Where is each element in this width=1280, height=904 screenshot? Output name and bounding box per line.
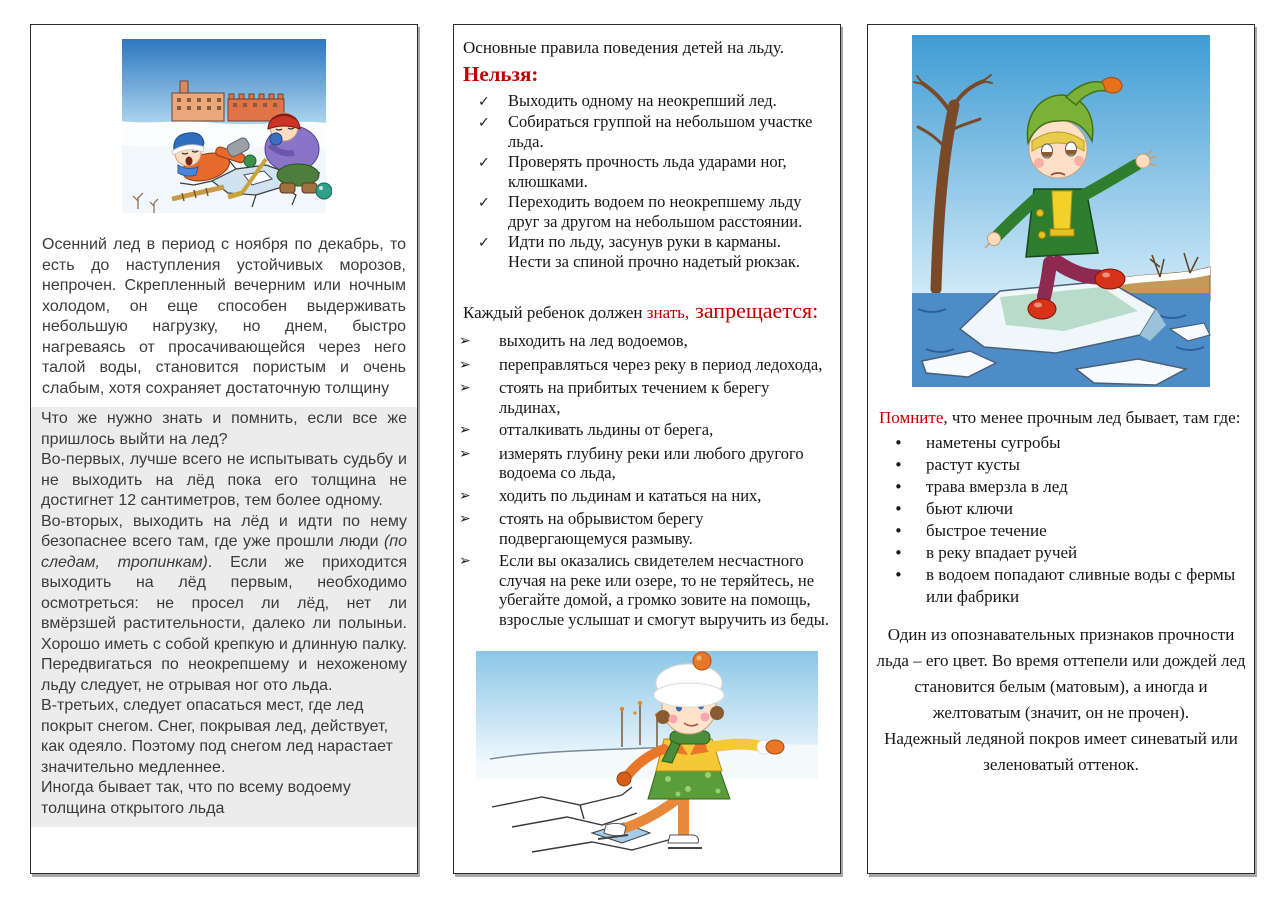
remember-word: Помните [879,408,944,427]
list-item: ✓ Идти по льду, засунув руки в карманы. Нести за спиной прочно надетый рюкзак. [478,232,801,271]
safe-ice-paragraph: Надежный ледяной покров имеет синеватый или зеленоватый оттенок. [884,729,1238,774]
weak-ice-list [868,432,1254,608]
list-item: • в водоем попадают сливные воды с фермы или фабрики [894,565,1236,606]
italic-note: (по следам, тропинкам) [41,533,407,571]
check-icon: ✓ [478,94,490,110]
list-item: ➢ Если вы оказались свидетелем несчастного случая на реке или озере, то не теряйтесь, не убегайте домой, а громко зовите на помощь, взрослые услышат и смогут выручить из беды. [459,551,829,629]
illustration-girl-skating [472,647,822,873]
third-rule-paragraph: В-третьих, следует опасаться мест, где лед покрыт снегом. Снег, покрывая лед, действует, как одеяло. Поэтому под снегом лед нарастает значительно медленнее. [41,697,393,776]
forbidden-word: запрещается: [695,298,819,323]
know-word: знать, [646,303,690,322]
check-icon: ✓ [478,195,490,211]
list-item: • растут кусты [894,455,1020,474]
arrow-icon: ➢ [459,333,471,349]
intro-paragraph: Осенний лед в период с ноября по декабрь, то есть до наступления устойчивых морозов, непрочен. Скрепленный вечерним или ночным холодом, он еще способен выдерживать небольшую нагрузку, но днем, быстро нагреваясь от просачивающейся через него талой воды, становится пористым и очень слабым, хотя сохраняет достаточную толщину [42,236,406,397]
arrow-icon: ➢ [459,487,471,504]
list-item: • наметены сугробы [894,433,1061,452]
arrow-icon: ➢ [459,511,471,527]
list-item: ➢ стоять на обрывистом берегу подвергающемуся размыву. [459,509,704,548]
list-item: • трава вмерзла в лед [894,477,1068,496]
check-icon: ✓ [478,155,490,171]
list-item: ➢ переправляться через реку в период ледохода, [459,354,823,374]
arrow-icon: ➢ [459,445,471,462]
arrow-icon: ➢ [459,380,471,396]
bullet-icon: • [894,566,903,584]
know-heading: Каждый ребенок должен знать, запрещается: [463,298,819,323]
list-item: ✓ Переходить водоем по неокрепшему льду друг за другом на небольшом расстоянии. [478,192,803,231]
list-item: ✓ Выходить одному на неокрепший лед. [478,91,777,110]
highlighted-advice-block [31,407,417,827]
bullet-icon: • [894,544,903,562]
panel-right [867,24,1255,874]
bullet-icon: • [894,478,903,496]
closing-paragraph: Иногда бывает так, что по всему водоему толщина открытого льда [41,779,351,817]
forbidden-heading: Нельзя: [463,62,539,86]
forbidden-list [454,91,840,272]
prohibited-list [454,331,840,629]
illustration-boy-on-ice-floe [908,31,1214,391]
arrow-icon: ➢ [459,422,471,438]
list-item: • в реку впадает ручей [894,543,1078,562]
list-item: • бьют ключи [894,499,1014,518]
check-icon: ✓ [478,115,490,131]
first-rule-paragraph: Во-первых, лучше всего не испытывать судьбу и не выходить на лёд пока его толщина не достигнет 12 сантиметров, тем более одному. [41,451,407,509]
list-item: ➢ выходить на лед водоемов, [459,331,688,350]
ice-color-paragraph: Один из опознавательных признаков прочности льда – его цвет. Во время оттепели или дождей лед становится белым (матовым), а иногда и желтоватым (значит, он не прочен). [876,625,1246,722]
bullet-icon: • [894,434,903,452]
list-item: ✓ Собираться группой на небольшом участке льда. [478,112,813,151]
list-item: ✓ Проверять прочность льда ударами ног, клюшками. [478,152,787,191]
remember-heading: Помните, что менее прочным лед бывает, там где: [879,408,1241,427]
panel-left [30,24,418,874]
girl-skating-illustration [472,647,822,873]
check-icon: ✓ [478,235,490,251]
question-paragraph: Что же нужно знать и помнить, если все же пришлось выйти на лед? [41,410,407,448]
arrow-icon: ➢ [459,356,471,373]
second-rule-paragraph: Во-вторых, выходить на лёд и идти по нему безопаснее всего там, где уже прошли люди (по следам, тропинкам). Если же приходится выходить на лёд первым, необходимо осмотреться: не просел ли лёд, нет ли вмёрзшей растительности, далеко ли полыньи. Хорошо иметь с собой крепкую и длинную палку. Передвигаться по неокрепшему и нехоженому льду следует, не отрывая ног ото льда. [41,512,407,694]
panel-middle [453,24,841,874]
bullet-icon: • [894,456,903,474]
boy-on-floe-illustration [908,31,1214,391]
list-item: • быстрое течение [894,521,1047,540]
illustration-children-fallen-through-ice [116,33,332,219]
list-item: ➢ измерять глубину реки или любого другого водоема со льда, [459,443,804,482]
bullet-icon: • [894,522,903,540]
list-item: ➢ отталкивать льдины от берега, [459,420,714,439]
arrow-icon: ➢ [459,553,471,569]
children-on-ice-illustration [116,33,332,219]
rules-title: Основные правила поведения детей на льду. [463,38,784,57]
bullet-icon: • [894,500,903,518]
list-item: ➢ ходить по льдинам и кататься на них, [459,485,762,505]
list-item: ➢ стоять на прибитых течением к берегу льдинах, [459,378,770,417]
